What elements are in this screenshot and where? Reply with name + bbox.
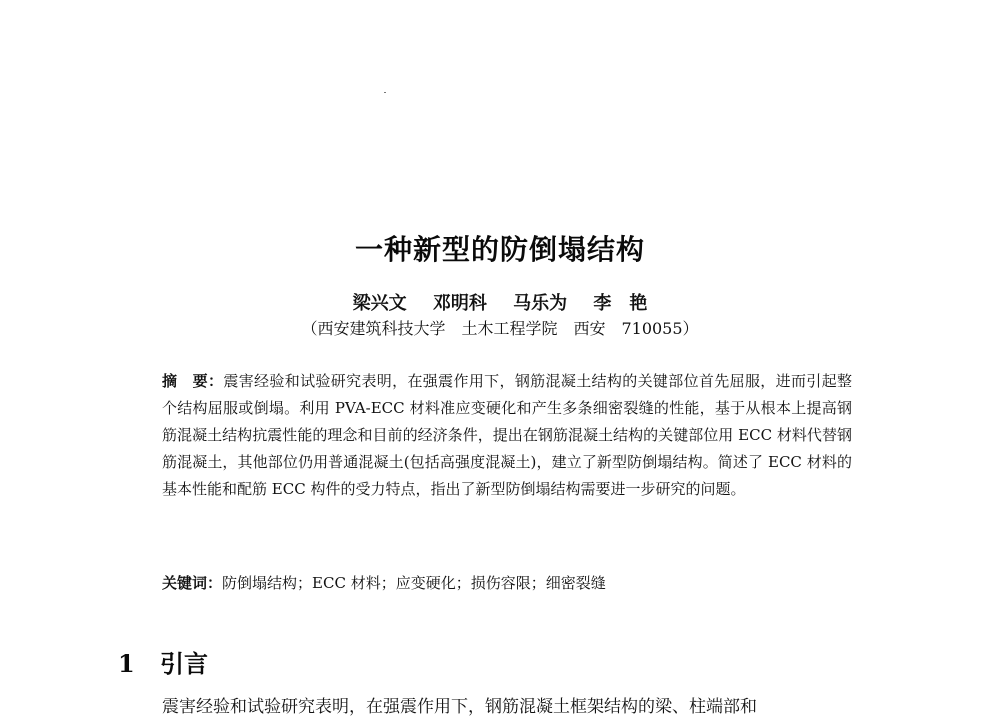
author-name: 马乐为 [513, 293, 568, 314]
author-name: 梁兴文 [352, 293, 407, 314]
section-title: 引言 [160, 650, 208, 678]
author-list [0, 289, 1000, 315]
scan-speck [384, 92, 386, 93]
abstract-label: 摘 要： [162, 372, 224, 390]
keywords-text: 防倒塌结构；ECC 材料；应变硬化；损伤容限；细密裂缝 [222, 574, 606, 592]
author-name: 李 艳 [593, 293, 648, 314]
paper-title: 一种新型的防倒塌结构 [354, 233, 645, 266]
abstract-text: 震害经验和试验研究表明，在强震作用下，钢筋混凝土结构的关键部位首先屈服，进而引起整个结构屈服或倒塌。利用 PVA-ECC 材料准应变硬化和产生多条细密裂缝的性能，基于从根本上提高钢筋混凝土结构抗震性能的理念和目前的经济条件，提出在钢筋混凝土结构的关键部位用 ECC 材料代替钢筋混凝土，其他部位仍用普通混凝土(包括高强度混凝土)，建立了新型防倒塌结构。简述了 ECC 材料的基本性能和配筋 ECC 构件的受力特点，指出了新型防倒塌结构需要进一步研究的问题。 [162, 372, 852, 498]
author-name: 邓明科 [432, 293, 487, 314]
section-heading [118, 644, 208, 679]
abstract [162, 368, 852, 503]
section-number: 1 [118, 649, 135, 678]
keywords-label: 关键词： [162, 574, 223, 592]
affiliation: （西安建筑科技大学 土木工程学院 西安 710055） [301, 319, 699, 338]
body-text: 震害经验和试验研究表明，在强震作用下，钢筋混凝土框架结构的梁、柱端部和 [162, 697, 757, 717]
keywords [162, 570, 852, 597]
